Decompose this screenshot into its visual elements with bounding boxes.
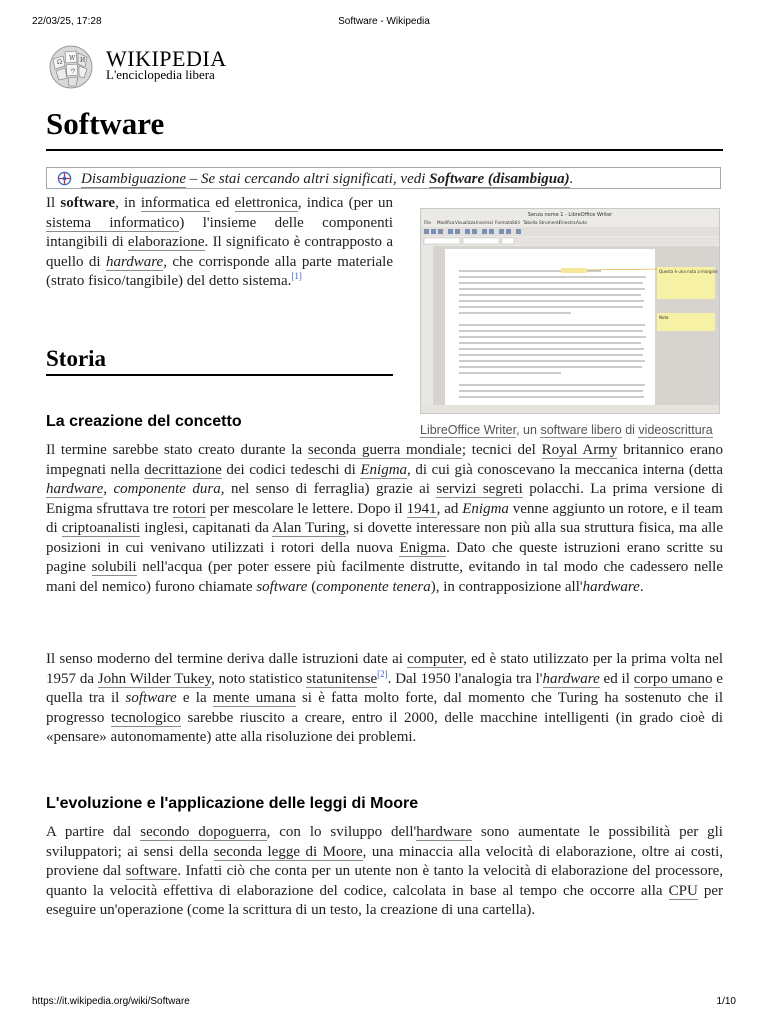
screenshot-menubar — [424, 220, 587, 225]
link-seconda-guerra-mondiale[interactable]: seconda guerra mondiale — [307, 442, 462, 458]
bold-term: software — [60, 195, 116, 211]
screenshot-comment-1: Questa è una nota a margine — [659, 269, 718, 274]
menu-aiuto: Aiuto — [576, 220, 587, 225]
text: ) l'insieme delle componenti intangibili di — [46, 214, 393, 250]
text: nell'acqua (per poter essere più facilmente distrutte, evitando in tal modo che cadessero nelle mani del nemico) furono chiamate — [46, 559, 723, 595]
link-rotori[interactable]: rotori — [172, 500, 206, 517]
hatnote-text: – Se stai cercando altri significati, vedi — [186, 171, 430, 187]
text: e la — [176, 690, 213, 706]
menu-stili: Stili — [512, 220, 520, 225]
wikipedia-globe-icon[interactable] — [45, 44, 97, 90]
text: ed il — [599, 670, 634, 687]
text: . Il significato è contrapposto a quello di — [46, 234, 393, 270]
text: inglesi, capitanati da — [140, 520, 273, 536]
text: . Dal 1950 l'analogia tra l' — [387, 670, 543, 687]
text: . Infatti ciò che conta per un utente non è tanto la velocità di elaborazione del processore, quanto la velocità effettiva di elaborazione del codice, calcolata in base al tempo che occorre alla — [46, 863, 723, 899]
section-divider — [46, 374, 393, 376]
link-videoscrittura[interactable]: videoscrittura — [638, 423, 713, 437]
menu-tabella: Tabella — [523, 220, 538, 225]
intro-paragraph — [46, 194, 393, 292]
link-software-libero[interactable]: software libero — [540, 423, 622, 437]
link-secondo-dopoguerra[interactable]: secondo dopoguerra — [140, 824, 267, 840]
link-mente-umana[interactable]: mente umana — [212, 690, 296, 706]
text: A partire dal — [46, 824, 141, 840]
svg-text:W: W — [69, 55, 76, 62]
link-tecnologico[interactable]: tecnologico — [110, 709, 181, 726]
italic-text: componente dura — [113, 481, 221, 497]
text: Il — [46, 195, 61, 211]
link-hardware[interactable]: hardware — [46, 481, 104, 497]
text: , di cui già conoscevano la meccanica interna (detta — [407, 461, 724, 478]
link-corpo-umano[interactable]: corpo umano — [633, 670, 713, 687]
italic-text: software — [256, 578, 308, 595]
text: , un — [516, 423, 541, 437]
link-1941[interactable]: 1941 — [406, 500, 437, 517]
hatnote-end: . — [569, 171, 574, 187]
link-john-wilder-tukey[interactable]: John Wilder Tukey — [97, 670, 212, 687]
paragraph-creazione — [46, 441, 723, 597]
link-cpu[interactable]: CPU — [668, 882, 698, 899]
menu-modifica: Modifica — [437, 220, 455, 225]
text: per eseguire un'operazione (come la scrittura di un testo, la creazione di una cartella). — [46, 882, 723, 918]
text: . Dato che queste istruzioni erano scritte su pagine — [46, 539, 723, 575]
link-solubili[interactable]: solubili — [91, 559, 137, 575]
text: ed — [210, 195, 235, 211]
text: ( — [307, 578, 317, 595]
section-heading-storia: Storia — [46, 346, 107, 371]
libreoffice-screenshot[interactable] — [420, 208, 720, 414]
reference-link-1[interactable]: [1] — [291, 271, 302, 281]
menu-formato: Formato — [495, 220, 513, 225]
link-elaborazione[interactable]: elaborazione — [127, 234, 205, 250]
text: ; tecnici del — [461, 442, 542, 458]
menu-visualizza: Visualizza — [455, 220, 476, 225]
print-date: 22/03/25, 17:28 — [32, 16, 102, 27]
link-software[interactable]: software — [125, 863, 178, 879]
wikipedia-wordmark[interactable]: WIKIPEDIA — [106, 46, 227, 71]
svg-text:Ω: Ω — [57, 59, 62, 66]
svg-text:ウ: ウ — [70, 68, 77, 75]
link-hardware[interactable]: hardware — [105, 253, 164, 270]
text: . — [639, 578, 644, 595]
text: Il termine sarebbe stato creato durante la — [46, 442, 308, 458]
text: e quella tra il — [46, 670, 723, 706]
link-libreoffice-writer[interactable]: LibreOffice Writer — [420, 423, 517, 437]
svg-text:И: И — [80, 57, 86, 64]
text: , ed è stato utilizzato per la prima volta nel 1957 da — [46, 651, 723, 687]
footer-url: https://it.wikipedia.org/wiki/Software — [32, 996, 190, 1007]
text: , che corrisponde alla parte materiale (strato fisico/tangibile) del detto sistema. — [46, 253, 393, 289]
text: , indica (per un — [297, 195, 393, 211]
link-criptoanalisti[interactable]: criptoanalisti — [61, 520, 141, 536]
link-sistema-informatico[interactable]: sistema informatico — [46, 214, 180, 231]
link-alan-turing[interactable]: Alan Turing — [272, 520, 346, 536]
link-informatica[interactable]: informatica — [140, 195, 211, 211]
figure-caption — [420, 422, 720, 439]
link-seconda-legge-di-moore[interactable]: seconda legge di Moore — [213, 843, 363, 860]
reference-link-2[interactable]: [2] — [377, 668, 388, 679]
text: , con lo sviluppo dell' — [266, 824, 417, 840]
subsection-heading-creazione: La creazione del concetto — [46, 413, 242, 430]
screenshot-image — [421, 209, 719, 413]
text: polacchi. La prima versione di Enigma sfruttava tre — [46, 481, 724, 517]
link-computer[interactable]: computer — [407, 651, 464, 667]
text: , una minaccia alla velocità di elaborazione, oltre ai costi, proviene dal — [46, 843, 723, 879]
text: ), in contrapposizione all' — [430, 578, 583, 595]
menu-strumenti: Strumenti — [539, 220, 560, 225]
text: britannico erano impegnati nella — [46, 442, 724, 478]
text: per mescolare le lettere. Dopo il — [205, 500, 407, 517]
text: , — [103, 481, 114, 497]
text: si è fatta molto forte, dal momento che Turing ha sostenuto che il progresso — [46, 690, 724, 726]
screenshot-comment-2: Nota — [659, 315, 669, 320]
menu-file: File — [424, 220, 432, 225]
link-servizi-segreti[interactable]: servizi segreti — [436, 481, 523, 497]
text: sono aumentate le possibilità per gli sviluppatori; ai sensi della — [46, 824, 723, 860]
link-elettronica[interactable]: elettronica — [234, 195, 298, 211]
text: , in — [115, 195, 141, 211]
text: sarebbe riuscito a creare, entro il 2000, delle macchine intelligenti (in grado cioè di «pensare» autonomamente) atte alla risoluzione dei problemi. — [46, 709, 723, 745]
link-statunitense[interactable]: statunitense — [306, 670, 378, 687]
disambigua-target-link[interactable]: Software (disambigua) — [429, 171, 570, 187]
link-hardware[interactable]: hardware — [542, 670, 600, 687]
title-divider — [46, 149, 723, 151]
link-decrittazione[interactable]: decrittazione — [144, 461, 222, 478]
text: , noto statistico — [211, 670, 307, 687]
paragraph-moore — [46, 823, 723, 921]
footer-page-number: 1/10 — [716, 996, 736, 1007]
disambiguation-link[interactable]: Disambiguazione — [81, 171, 186, 187]
disambiguation-icon — [57, 171, 72, 186]
subsection-heading-moore: L'evoluzione e l'applicazione delle leggi di Moore — [46, 795, 419, 812]
wikipedia-tagline: L'enciclopedia libera — [106, 67, 215, 82]
link-enigma[interactable]: Enigma — [360, 461, 408, 478]
menu-inserisci: Inserisci — [476, 220, 494, 225]
page-title: Software — [46, 106, 165, 141]
menu-finestra: Finestra — [559, 220, 576, 225]
italic-text: Enigma — [462, 500, 509, 517]
paragraph-senso-moderno — [46, 650, 723, 748]
text: , ad — [436, 500, 463, 517]
text: , nel senso di ferraglia) grazie ai — [220, 481, 437, 497]
print-title: Software - Wikipedia — [338, 16, 430, 27]
text: di — [621, 423, 639, 437]
link-hardware[interactable]: hardware — [416, 824, 473, 840]
italic-text: componente tenera — [316, 578, 431, 595]
link-royal-army[interactable]: Royal Army — [541, 442, 618, 458]
text: dei codici tedeschi di — [221, 461, 361, 478]
text: , si dovette interessare non più alla sua struttura fisica, ma alle posizioni in cui venivano utilizzati i rotori della nuova — [46, 520, 723, 556]
text: venne aggiunto un rotore, e il team di — [46, 500, 723, 536]
screenshot-window-title: Senza nome 1 - LibreOffice Writer — [527, 212, 613, 218]
link-enigma-2[interactable]: Enigma — [399, 539, 447, 556]
italic-text: hardware — [582, 578, 640, 595]
disambiguation-hatnote — [46, 167, 721, 189]
italic-text: software — [125, 690, 177, 706]
text: Il senso moderno del termine deriva dalle istruzioni date ai — [46, 651, 408, 667]
